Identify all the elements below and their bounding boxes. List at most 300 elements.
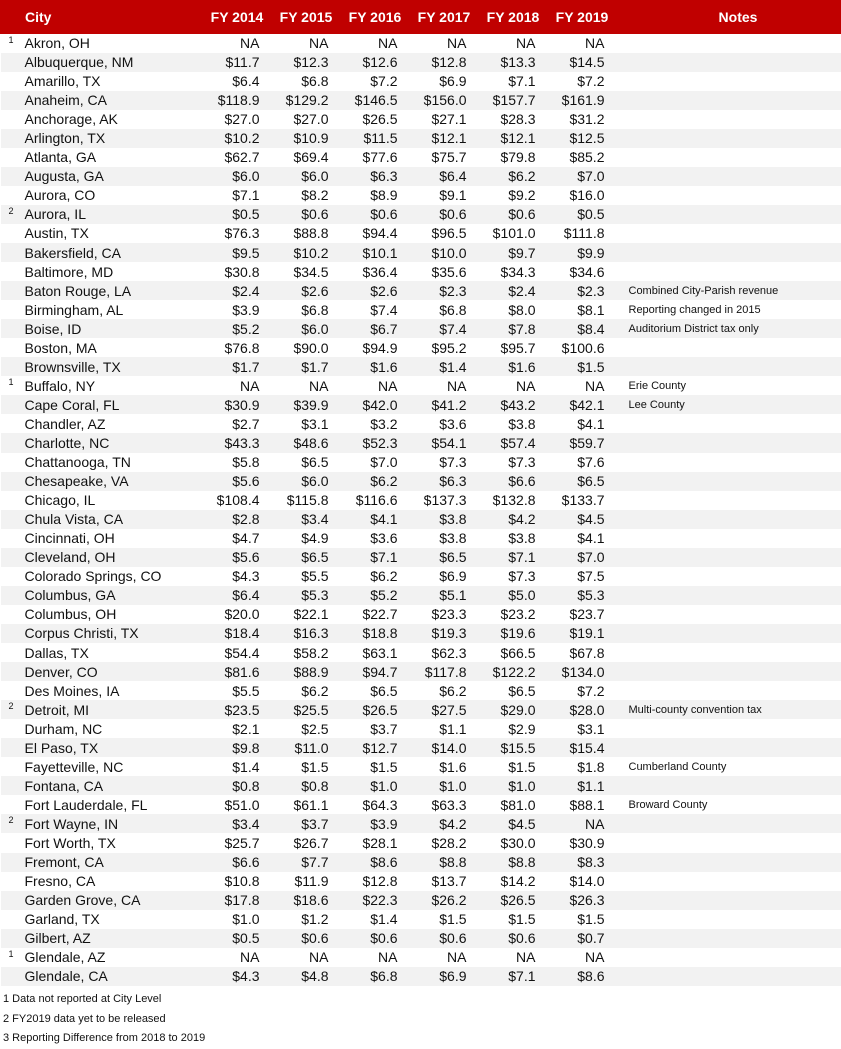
notes-cell bbox=[611, 262, 841, 281]
footnote-marker bbox=[1, 186, 21, 205]
city-cell: Chesapeake, VA bbox=[21, 472, 197, 491]
value-cell-fy-2019: $7.0 bbox=[542, 167, 611, 186]
value-cell-fy-2017: $156.0 bbox=[404, 91, 473, 110]
footnote-marker bbox=[1, 910, 21, 929]
value-cell-fy-2014: $18.4 bbox=[197, 624, 266, 643]
value-cell-fy-2019: $4.5 bbox=[542, 510, 611, 529]
table-row bbox=[1, 281, 841, 300]
value-cell-fy-2019: $7.0 bbox=[542, 548, 611, 567]
table-row bbox=[1, 586, 841, 605]
city-cell: Colorado Springs, CO bbox=[21, 567, 197, 586]
city-cell: Amarillo, TX bbox=[21, 72, 197, 91]
value-cell-fy-2016: $6.7 bbox=[335, 319, 404, 338]
value-cell-fy-2015: $11.0 bbox=[266, 738, 335, 757]
header-fy-2015: FY 2015 bbox=[266, 1, 335, 34]
value-cell-fy-2019: $1.8 bbox=[542, 757, 611, 776]
notes-cell bbox=[611, 34, 841, 53]
value-cell-fy-2018: $0.6 bbox=[473, 205, 542, 224]
footnote-marker bbox=[1, 586, 21, 605]
value-cell-fy-2018: $66.5 bbox=[473, 643, 542, 662]
value-cell-fy-2018: $1.6 bbox=[473, 357, 542, 376]
city-cell: Chula Vista, CA bbox=[21, 510, 197, 529]
value-cell-fy-2018: $6.2 bbox=[473, 167, 542, 186]
value-cell-fy-2019: $34.6 bbox=[542, 262, 611, 281]
city-cell: Fontana, CA bbox=[21, 776, 197, 795]
value-cell-fy-2018: $12.1 bbox=[473, 129, 542, 148]
table-row bbox=[1, 224, 841, 243]
city-cell: Fayetteville, NC bbox=[21, 757, 197, 776]
value-cell-fy-2016: $28.1 bbox=[335, 833, 404, 852]
value-cell-fy-2016: $3.9 bbox=[335, 814, 404, 833]
value-cell-fy-2017: NA bbox=[404, 376, 473, 395]
notes-cell bbox=[611, 872, 841, 891]
value-cell-fy-2015: $22.1 bbox=[266, 605, 335, 624]
footnote-marker bbox=[1, 167, 21, 186]
value-cell-fy-2015: $69.4 bbox=[266, 148, 335, 167]
value-cell-fy-2016: $7.0 bbox=[335, 453, 404, 472]
value-cell-fy-2018: $30.0 bbox=[473, 833, 542, 852]
notes-cell bbox=[611, 433, 841, 452]
notes-cell bbox=[611, 414, 841, 433]
value-cell-fy-2014: $9.5 bbox=[197, 243, 266, 262]
table-row bbox=[1, 376, 841, 395]
footnote-marker bbox=[1, 853, 21, 872]
header-notes: Notes bbox=[611, 1, 841, 34]
notes-cell bbox=[611, 624, 841, 643]
value-cell-fy-2015: $12.3 bbox=[266, 53, 335, 72]
value-cell-fy-2016: $11.5 bbox=[335, 129, 404, 148]
value-cell-fy-2017: $1.1 bbox=[404, 719, 473, 738]
footnote-marker bbox=[1, 338, 21, 357]
value-cell-fy-2019: NA bbox=[542, 948, 611, 967]
value-cell-fy-2019: $8.6 bbox=[542, 967, 611, 986]
header-fy-2018: FY 2018 bbox=[473, 1, 542, 34]
notes-cell bbox=[611, 357, 841, 376]
value-cell-fy-2017: $7.4 bbox=[404, 319, 473, 338]
notes-cell bbox=[611, 338, 841, 357]
table-row bbox=[1, 472, 841, 491]
value-cell-fy-2016: $26.5 bbox=[335, 110, 404, 129]
value-cell-fy-2019: NA bbox=[542, 376, 611, 395]
value-cell-fy-2016: $10.1 bbox=[335, 243, 404, 262]
value-cell-fy-2019: NA bbox=[542, 814, 611, 833]
city-cell: Atlanta, GA bbox=[21, 148, 197, 167]
value-cell-fy-2017: $4.2 bbox=[404, 814, 473, 833]
value-cell-fy-2016: $12.8 bbox=[335, 872, 404, 891]
value-cell-fy-2015: $10.9 bbox=[266, 129, 335, 148]
value-cell-fy-2015: NA bbox=[266, 34, 335, 53]
value-cell-fy-2015: $6.5 bbox=[266, 453, 335, 472]
table-row bbox=[1, 567, 841, 586]
value-cell-fy-2014: $5.8 bbox=[197, 453, 266, 472]
value-cell-fy-2016: $94.9 bbox=[335, 338, 404, 357]
value-cell-fy-2014: $11.7 bbox=[197, 53, 266, 72]
footnote-marker bbox=[1, 129, 21, 148]
value-cell-fy-2019: $1.5 bbox=[542, 910, 611, 929]
value-cell-fy-2015: $6.0 bbox=[266, 167, 335, 186]
value-cell-fy-2018: $7.1 bbox=[473, 548, 542, 567]
value-cell-fy-2016: $3.6 bbox=[335, 529, 404, 548]
header-footnote-cell bbox=[1, 1, 21, 34]
value-cell-fy-2014: $5.5 bbox=[197, 681, 266, 700]
value-cell-fy-2014: $1.0 bbox=[197, 910, 266, 929]
value-cell-fy-2018: $3.8 bbox=[473, 529, 542, 548]
table-row bbox=[1, 510, 841, 529]
value-cell-fy-2014: $7.1 bbox=[197, 186, 266, 205]
notes-cell bbox=[611, 129, 841, 148]
value-cell-fy-2016: $77.6 bbox=[335, 148, 404, 167]
value-cell-fy-2016: NA bbox=[335, 376, 404, 395]
table-row bbox=[1, 129, 841, 148]
city-cell: Dallas, TX bbox=[21, 643, 197, 662]
value-cell-fy-2015: $3.1 bbox=[266, 414, 335, 433]
value-cell-fy-2019: $0.5 bbox=[542, 205, 611, 224]
notes-cell: Erie County bbox=[611, 376, 841, 395]
value-cell-fy-2018: $2.4 bbox=[473, 281, 542, 300]
footnote-marker: 1 bbox=[1, 948, 21, 967]
value-cell-fy-2016: $22.7 bbox=[335, 605, 404, 624]
value-cell-fy-2018: $5.0 bbox=[473, 586, 542, 605]
footnote-marker bbox=[1, 319, 21, 338]
value-cell-fy-2019: $31.2 bbox=[542, 110, 611, 129]
value-cell-fy-2018: $19.6 bbox=[473, 624, 542, 643]
value-cell-fy-2014: $6.6 bbox=[197, 853, 266, 872]
value-cell-fy-2017: $13.7 bbox=[404, 872, 473, 891]
notes-cell bbox=[611, 72, 841, 91]
value-cell-fy-2018: $1.5 bbox=[473, 910, 542, 929]
value-cell-fy-2019: $161.9 bbox=[542, 91, 611, 110]
notes-cell: Reporting changed in 2015 bbox=[611, 300, 841, 319]
value-cell-fy-2019: $6.5 bbox=[542, 472, 611, 491]
value-cell-fy-2016: $8.9 bbox=[335, 186, 404, 205]
notes-cell bbox=[611, 91, 841, 110]
value-cell-fy-2017: $2.3 bbox=[404, 281, 473, 300]
value-cell-fy-2016: $1.6 bbox=[335, 357, 404, 376]
notes-cell bbox=[611, 529, 841, 548]
value-cell-fy-2014: $54.4 bbox=[197, 643, 266, 662]
value-cell-fy-2018: $0.6 bbox=[473, 929, 542, 948]
value-cell-fy-2017: $54.1 bbox=[404, 433, 473, 452]
footnote-marker bbox=[1, 529, 21, 548]
table-row bbox=[1, 72, 841, 91]
value-cell-fy-2018: $122.2 bbox=[473, 662, 542, 681]
value-cell-fy-2019: $88.1 bbox=[542, 795, 611, 814]
footnote-marker: 2 bbox=[1, 700, 21, 719]
value-cell-fy-2016: $3.7 bbox=[335, 719, 404, 738]
city-cell: Fort Wayne, IN bbox=[21, 814, 197, 833]
value-cell-fy-2016: $7.4 bbox=[335, 300, 404, 319]
value-cell-fy-2017: $9.1 bbox=[404, 186, 473, 205]
footnote-marker bbox=[1, 643, 21, 662]
table-row bbox=[1, 167, 841, 186]
value-cell-fy-2017: $12.1 bbox=[404, 129, 473, 148]
value-cell-fy-2014: $5.6 bbox=[197, 548, 266, 567]
table-row bbox=[1, 529, 841, 548]
notes-cell bbox=[611, 586, 841, 605]
footnote-marker bbox=[1, 757, 21, 776]
city-cell: Glendale, CA bbox=[21, 967, 197, 986]
value-cell-fy-2015: $61.1 bbox=[266, 795, 335, 814]
footnote-marker bbox=[1, 891, 21, 910]
value-cell-fy-2018: $3.8 bbox=[473, 414, 542, 433]
notes-cell bbox=[611, 491, 841, 510]
value-cell-fy-2019: $16.0 bbox=[542, 186, 611, 205]
value-cell-fy-2019: $2.3 bbox=[542, 281, 611, 300]
value-cell-fy-2014: $76.8 bbox=[197, 338, 266, 357]
value-cell-fy-2019: $30.9 bbox=[542, 833, 611, 852]
footnote-marker bbox=[1, 110, 21, 129]
value-cell-fy-2014: NA bbox=[197, 376, 266, 395]
value-cell-fy-2015: $34.5 bbox=[266, 262, 335, 281]
value-cell-fy-2016: $2.6 bbox=[335, 281, 404, 300]
footnote-marker bbox=[1, 624, 21, 643]
value-cell-fy-2017: $137.3 bbox=[404, 491, 473, 510]
value-cell-fy-2018: $4.2 bbox=[473, 510, 542, 529]
value-cell-fy-2019: $5.3 bbox=[542, 586, 611, 605]
value-cell-fy-2014: $3.9 bbox=[197, 300, 266, 319]
city-cell: Chandler, AZ bbox=[21, 414, 197, 433]
table-row bbox=[1, 414, 841, 433]
notes-cell bbox=[611, 205, 841, 224]
value-cell-fy-2015: $10.2 bbox=[266, 243, 335, 262]
value-cell-fy-2014: $5.2 bbox=[197, 319, 266, 338]
value-cell-fy-2018: $7.3 bbox=[473, 567, 542, 586]
value-cell-fy-2017: $6.5 bbox=[404, 548, 473, 567]
value-cell-fy-2017: $14.0 bbox=[404, 738, 473, 757]
table-row bbox=[1, 872, 841, 891]
footnote-marker bbox=[1, 300, 21, 319]
value-cell-fy-2017: $0.6 bbox=[404, 929, 473, 948]
notes-cell bbox=[611, 929, 841, 948]
value-cell-fy-2019: $7.2 bbox=[542, 681, 611, 700]
value-cell-fy-2017: $96.5 bbox=[404, 224, 473, 243]
notes-cell bbox=[611, 148, 841, 167]
value-cell-fy-2018: $9.7 bbox=[473, 243, 542, 262]
value-cell-fy-2014: $30.8 bbox=[197, 262, 266, 281]
value-cell-fy-2017: $23.3 bbox=[404, 605, 473, 624]
table-row bbox=[1, 53, 841, 72]
footnote-marker bbox=[1, 148, 21, 167]
footnote-marker bbox=[1, 776, 21, 795]
value-cell-fy-2016: $7.2 bbox=[335, 72, 404, 91]
table-row bbox=[1, 433, 841, 452]
notes-cell bbox=[611, 472, 841, 491]
value-cell-fy-2018: $2.9 bbox=[473, 719, 542, 738]
value-cell-fy-2018: $13.3 bbox=[473, 53, 542, 72]
value-cell-fy-2018: $7.1 bbox=[473, 967, 542, 986]
value-cell-fy-2019: $3.1 bbox=[542, 719, 611, 738]
value-cell-fy-2014: $1.7 bbox=[197, 357, 266, 376]
value-cell-fy-2015: $6.2 bbox=[266, 681, 335, 700]
table-row bbox=[1, 853, 841, 872]
value-cell-fy-2014: $10.8 bbox=[197, 872, 266, 891]
value-cell-fy-2019: $4.1 bbox=[542, 529, 611, 548]
city-cell: Brownsville, TX bbox=[21, 357, 197, 376]
value-cell-fy-2015: $11.9 bbox=[266, 872, 335, 891]
notes-cell bbox=[611, 567, 841, 586]
footnote-marker: 2 bbox=[1, 205, 21, 224]
value-cell-fy-2016: $4.1 bbox=[335, 510, 404, 529]
value-cell-fy-2016: $5.2 bbox=[335, 586, 404, 605]
value-cell-fy-2015: NA bbox=[266, 376, 335, 395]
city-cell: Corpus Christi, TX bbox=[21, 624, 197, 643]
value-cell-fy-2016: $22.3 bbox=[335, 891, 404, 910]
value-cell-fy-2018: $57.4 bbox=[473, 433, 542, 452]
value-cell-fy-2016: $12.7 bbox=[335, 738, 404, 757]
header-fy-2019: FY 2019 bbox=[542, 1, 611, 34]
city-cell: El Paso, TX bbox=[21, 738, 197, 757]
value-cell-fy-2019: $12.5 bbox=[542, 129, 611, 148]
value-cell-fy-2017: $8.8 bbox=[404, 853, 473, 872]
value-cell-fy-2016: $1.4 bbox=[335, 910, 404, 929]
value-cell-fy-2016: $18.8 bbox=[335, 624, 404, 643]
value-cell-fy-2014: $30.9 bbox=[197, 395, 266, 414]
city-cell: Buffalo, NY bbox=[21, 376, 197, 395]
city-cell: Columbus, OH bbox=[21, 605, 197, 624]
value-cell-fy-2015: $18.6 bbox=[266, 891, 335, 910]
footnote-marker bbox=[1, 967, 21, 986]
value-cell-fy-2016: $1.5 bbox=[335, 757, 404, 776]
city-cell: Fresno, CA bbox=[21, 872, 197, 891]
city-cell: Glendale, AZ bbox=[21, 948, 197, 967]
value-cell-fy-2015: $1.7 bbox=[266, 357, 335, 376]
value-cell-fy-2015: $48.6 bbox=[266, 433, 335, 452]
value-cell-fy-2018: $43.2 bbox=[473, 395, 542, 414]
value-cell-fy-2019: $7.6 bbox=[542, 453, 611, 472]
notes-cell bbox=[611, 510, 841, 529]
value-cell-fy-2017: $62.3 bbox=[404, 643, 473, 662]
notes-cell: Multi-county convention tax bbox=[611, 700, 841, 719]
value-cell-fy-2014: $23.5 bbox=[197, 700, 266, 719]
value-cell-fy-2015: $26.7 bbox=[266, 833, 335, 852]
footnote-2: 2 FY2019 data yet to be released bbox=[3, 1010, 205, 1030]
value-cell-fy-2019: $23.7 bbox=[542, 605, 611, 624]
value-cell-fy-2017: $1.0 bbox=[404, 776, 473, 795]
footnote-marker bbox=[1, 53, 21, 72]
footnote-marker bbox=[1, 262, 21, 281]
value-cell-fy-2018: $1.0 bbox=[473, 776, 542, 795]
table-row bbox=[1, 719, 841, 738]
footnote-marker bbox=[1, 243, 21, 262]
footnote-marker bbox=[1, 605, 21, 624]
table-row bbox=[1, 453, 841, 472]
value-cell-fy-2015: $2.6 bbox=[266, 281, 335, 300]
value-cell-fy-2016: $146.5 bbox=[335, 91, 404, 110]
value-cell-fy-2016: $116.6 bbox=[335, 491, 404, 510]
city-cell: Bakersfield, CA bbox=[21, 243, 197, 262]
value-cell-fy-2019: $7.2 bbox=[542, 72, 611, 91]
value-cell-fy-2017: $63.3 bbox=[404, 795, 473, 814]
value-cell-fy-2015: $90.0 bbox=[266, 338, 335, 357]
value-cell-fy-2017: $6.9 bbox=[404, 567, 473, 586]
value-cell-fy-2015: $5.3 bbox=[266, 586, 335, 605]
footnote-marker bbox=[1, 491, 21, 510]
footnote-marker bbox=[1, 414, 21, 433]
value-cell-fy-2015: $25.5 bbox=[266, 700, 335, 719]
value-cell-fy-2017: $26.2 bbox=[404, 891, 473, 910]
value-cell-fy-2017: $3.6 bbox=[404, 414, 473, 433]
notes-cell bbox=[611, 605, 841, 624]
value-cell-fy-2014: $0.5 bbox=[197, 929, 266, 948]
value-cell-fy-2015: $6.0 bbox=[266, 319, 335, 338]
footnote-marker bbox=[1, 281, 21, 300]
value-cell-fy-2014: $2.4 bbox=[197, 281, 266, 300]
value-cell-fy-2015: $3.4 bbox=[266, 510, 335, 529]
value-cell-fy-2014: $51.0 bbox=[197, 795, 266, 814]
footnote-marker: 1 bbox=[1, 34, 21, 53]
value-cell-fy-2019: $1.5 bbox=[542, 357, 611, 376]
notes-cell bbox=[611, 853, 841, 872]
value-cell-fy-2015: $88.9 bbox=[266, 662, 335, 681]
table-row bbox=[1, 262, 841, 281]
value-cell-fy-2018: $157.7 bbox=[473, 91, 542, 110]
notes-cell bbox=[611, 662, 841, 681]
value-cell-fy-2016: $94.7 bbox=[335, 662, 404, 681]
value-cell-fy-2015: $4.9 bbox=[266, 529, 335, 548]
footnote-marker bbox=[1, 833, 21, 852]
value-cell-fy-2019: $7.5 bbox=[542, 567, 611, 586]
table-row bbox=[1, 700, 841, 719]
value-cell-fy-2018: $8.8 bbox=[473, 853, 542, 872]
city-cell: Boston, MA bbox=[21, 338, 197, 357]
city-cell: Columbus, GA bbox=[21, 586, 197, 605]
value-cell-fy-2019: $134.0 bbox=[542, 662, 611, 681]
city-cell: Fremont, CA bbox=[21, 853, 197, 872]
value-cell-fy-2018: $29.0 bbox=[473, 700, 542, 719]
value-cell-fy-2015: $115.8 bbox=[266, 491, 335, 510]
footnote-marker bbox=[1, 872, 21, 891]
value-cell-fy-2017: $27.5 bbox=[404, 700, 473, 719]
value-cell-fy-2014: $20.0 bbox=[197, 605, 266, 624]
table-row bbox=[1, 34, 841, 53]
table-row bbox=[1, 605, 841, 624]
value-cell-fy-2016: $6.2 bbox=[335, 567, 404, 586]
value-cell-fy-2014: $25.7 bbox=[197, 833, 266, 852]
value-cell-fy-2017: NA bbox=[404, 948, 473, 967]
value-cell-fy-2016: $7.1 bbox=[335, 548, 404, 567]
value-cell-fy-2017: $3.8 bbox=[404, 510, 473, 529]
value-cell-fy-2014: $3.4 bbox=[197, 814, 266, 833]
value-cell-fy-2014: $5.6 bbox=[197, 472, 266, 491]
notes-cell: Lee County bbox=[611, 395, 841, 414]
value-cell-fy-2016: $1.0 bbox=[335, 776, 404, 795]
header-fy-2014: FY 2014 bbox=[197, 1, 266, 34]
value-cell-fy-2016: $6.2 bbox=[335, 472, 404, 491]
value-cell-fy-2016: $6.5 bbox=[335, 681, 404, 700]
value-cell-fy-2018: $132.8 bbox=[473, 491, 542, 510]
value-cell-fy-2014: $6.4 bbox=[197, 586, 266, 605]
value-cell-fy-2016: $36.4 bbox=[335, 262, 404, 281]
value-cell-fy-2014: NA bbox=[197, 948, 266, 967]
value-cell-fy-2017: $5.1 bbox=[404, 586, 473, 605]
value-cell-fy-2017: $95.2 bbox=[404, 338, 473, 357]
value-cell-fy-2014: $2.8 bbox=[197, 510, 266, 529]
city-cell: Chattanooga, TN bbox=[21, 453, 197, 472]
value-cell-fy-2015: $6.0 bbox=[266, 472, 335, 491]
value-cell-fy-2016: NA bbox=[335, 34, 404, 53]
value-cell-fy-2017: $1.4 bbox=[404, 357, 473, 376]
footnote-marker bbox=[1, 567, 21, 586]
footnote-marker: 1 bbox=[1, 376, 21, 395]
city-cell: Austin, TX bbox=[21, 224, 197, 243]
notes-cell bbox=[611, 186, 841, 205]
value-cell-fy-2017: $19.3 bbox=[404, 624, 473, 643]
footnote-marker bbox=[1, 357, 21, 376]
city-cell: Durham, NC bbox=[21, 719, 197, 738]
city-cell: Denver, CO bbox=[21, 662, 197, 681]
value-cell-fy-2014: $27.0 bbox=[197, 110, 266, 129]
city-cell: Garden Grove, CA bbox=[21, 891, 197, 910]
